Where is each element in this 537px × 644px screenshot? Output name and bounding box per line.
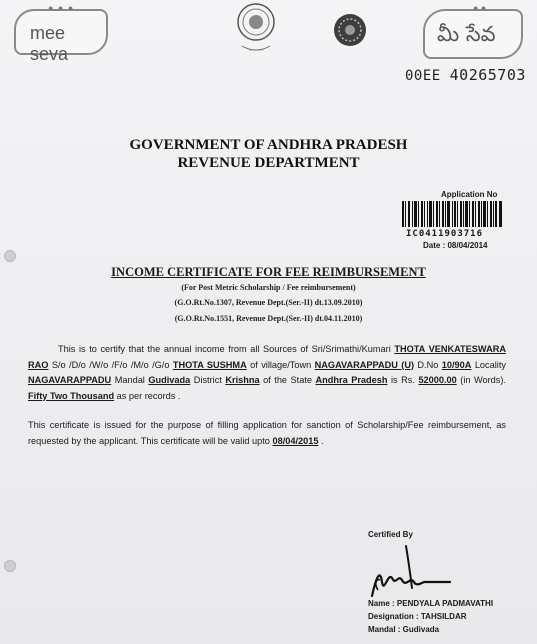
text-segment: of the State — [259, 375, 316, 385]
mee-seva-logo — [14, 3, 108, 64]
text-segment: . — [318, 435, 324, 446]
state-emblem-icon — [236, 2, 276, 58]
text-segment: Locality — [471, 359, 506, 370]
barcode-number: IC0411903716 — [406, 229, 484, 239]
certificate-body-paragraph — [28, 342, 506, 404]
text-segment: of village/Town — [246, 359, 315, 370]
punch-hole — [4, 560, 16, 572]
valid-upto-date: 08/04/2015 — [272, 435, 319, 446]
text-segment: Mandal — [111, 375, 149, 385]
door-number: 10/90A — [441, 359, 472, 370]
application-label: Application No — [441, 190, 498, 199]
certificate-heading — [0, 265, 537, 280]
person-name: THOTA VENKATESWARA RAO — [28, 344, 506, 370]
svg-text:~~~~~: ~~~~~ — [248, 48, 264, 54]
locality-name: NAGAVARAPPADU — [28, 375, 112, 385]
village-name: NAGAVARAPPADU (U) — [314, 359, 415, 370]
logo-dots-icon: ● ● ● — [48, 3, 75, 13]
certified-by-label: Certified By — [368, 530, 413, 539]
handwritten-signature — [366, 538, 456, 600]
mee-seva-telugu-logo — [423, 3, 523, 59]
signatory-name: Name : PENDYALA PADMAVATHI — [368, 599, 494, 608]
logo-dots-icon: ● ● — [473, 3, 487, 13]
state-name: Andhra Pradesh — [315, 375, 388, 385]
district-name: Krishna — [225, 375, 260, 385]
text-segment: This is to certify that the annual income from all Sources of Sri/Srimathi/Kumari — [58, 344, 395, 354]
signatory-designation: Designation : TAHSILDAR — [368, 612, 467, 621]
serial-digits: 40265703 — [449, 66, 526, 84]
guardian-name: THOTA SUSHMA — [172, 359, 247, 370]
income-amount: 52000.00 — [418, 375, 457, 385]
certificate-subheading: (For Post Metric Scholarship / Fee reimbursement) — [181, 283, 356, 292]
signatory-mandal: Mandal : Gudivada — [368, 625, 440, 634]
logo-left-text: mee seva — [30, 23, 69, 64]
text-segment: as per records . — [114, 390, 181, 401]
go-reference-2: (G.O.Rt.No.1551, Revenue Dept.(Ser.-II) dt.04.11.2010) — [174, 314, 363, 323]
text-segment: District — [190, 375, 226, 385]
serial-prefix: 00EE — [405, 68, 441, 84]
text-segment: (in Words). — [456, 375, 506, 385]
punch-hole — [4, 250, 16, 262]
go-reference-1: (G.O.Rt.No.1307, Revenue Dept.(Ser.-II) dt.13.09.2010) — [174, 298, 363, 307]
text-segment: is Rs. — [387, 375, 419, 385]
text-segment: D.No — [414, 359, 442, 370]
certificate-heading-text: INCOME CERTIFICATE FOR FEE REIMBURSEMENT — [111, 265, 426, 279]
department-title: REVENUE DEPARTMENT — [177, 155, 360, 171]
mandal-name: Gudivada — [148, 375, 191, 385]
barcode-icon — [402, 201, 502, 227]
seal-icon — [333, 13, 367, 47]
text-segment: This certificate is issued for the purpose of filling application for sanction of Scholarship/Fee reimbursement, as requested by the applicant. This certificate will be valid upto — [28, 420, 506, 446]
income-amount-words: Fifty Two Thousand — [28, 390, 115, 401]
serial-number — [405, 66, 526, 84]
logo-right-text: మీ సేవ — [437, 22, 496, 46]
government-title: GOVERNMENT OF ANDHRA PRADESH — [129, 137, 408, 153]
issue-date: Date : 08/04/2014 — [423, 241, 488, 250]
text-segment: S/o /D/o /W/o /F/o /M/o /G/o — [48, 359, 173, 370]
certificate-validity-paragraph — [28, 418, 506, 449]
